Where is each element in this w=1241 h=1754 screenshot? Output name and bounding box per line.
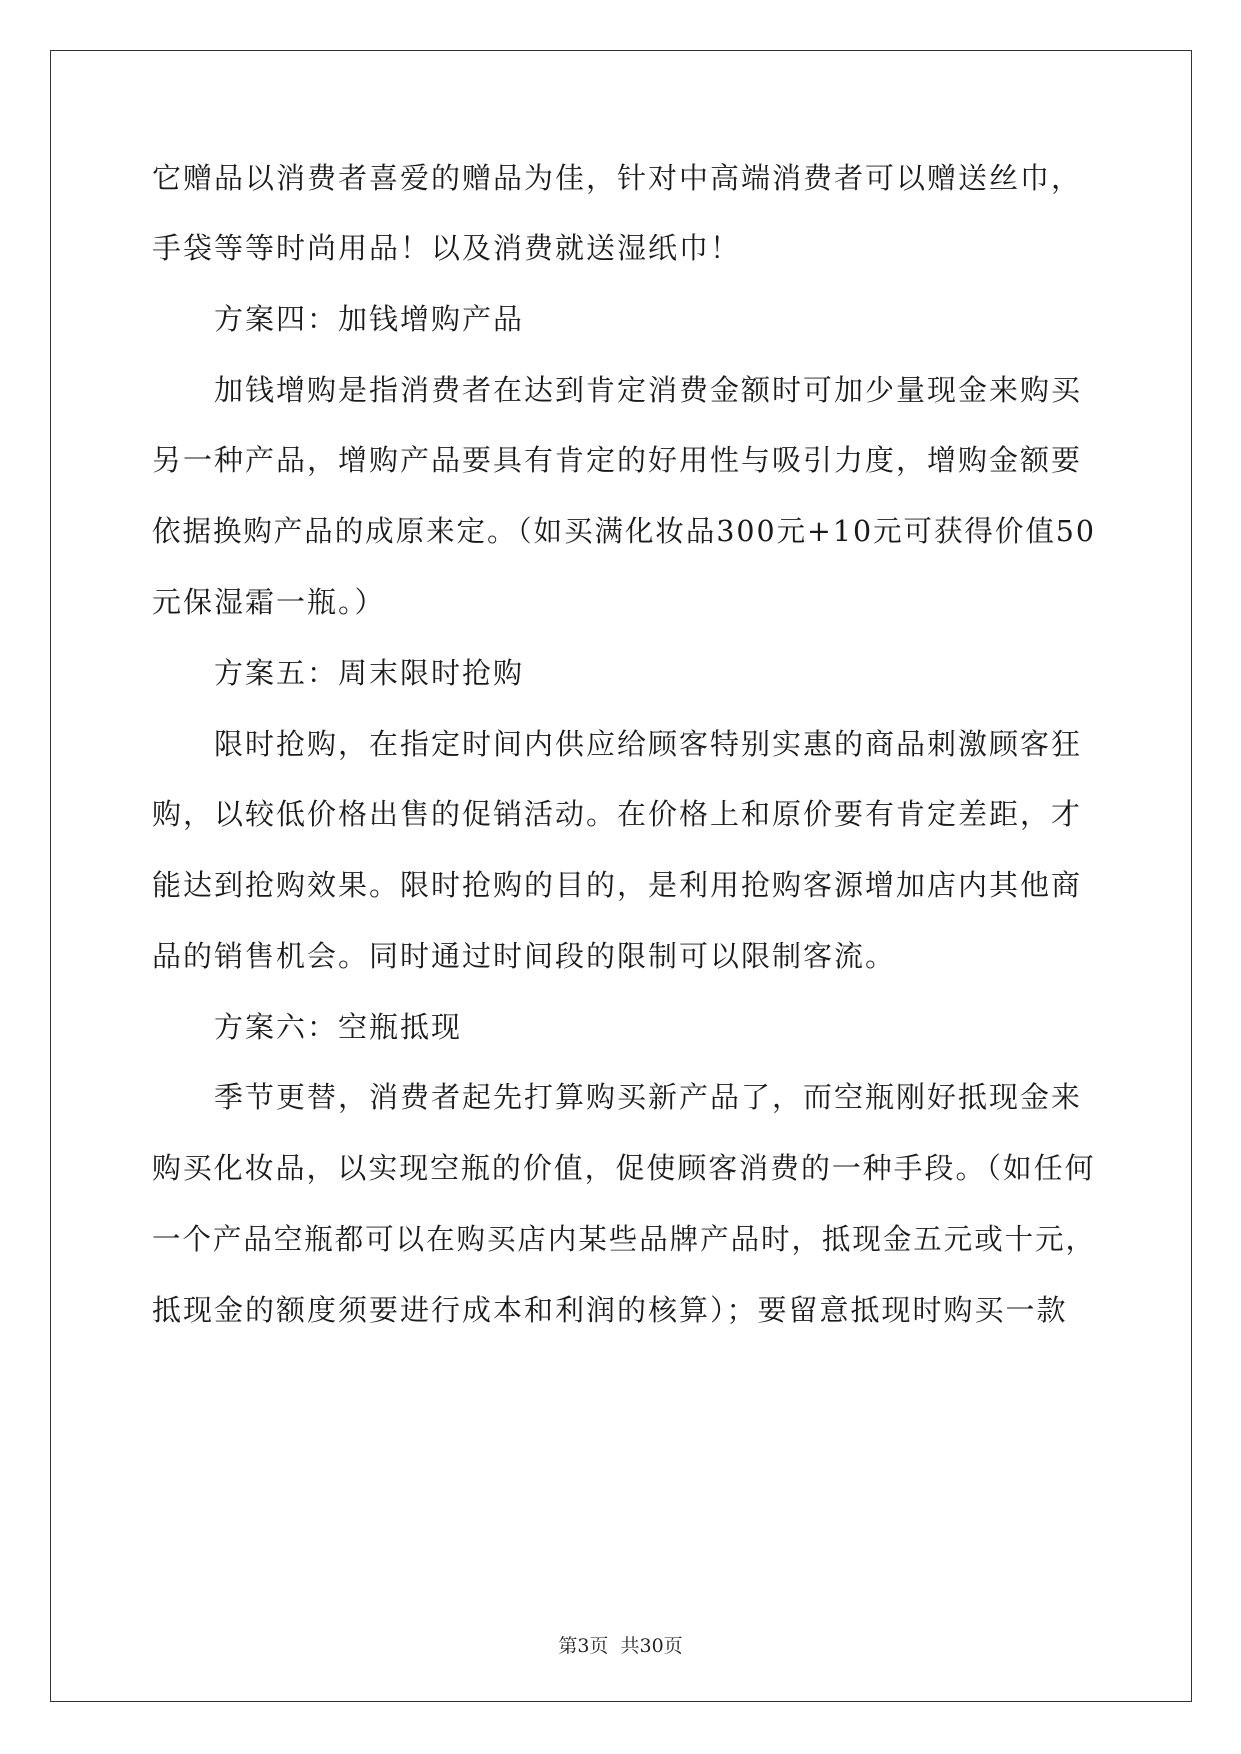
page-footer [0, 1634, 1241, 1658]
section-heading: 方案五：周末限时抢购 [214, 656, 525, 690]
text-line: 季节更替，消费者起先打算购买新产品了，而空瓶刚好抵现金来 [214, 1080, 1083, 1114]
text-line: 品的销售机会。同时通过时间段的限制可以限制客流。 [152, 939, 897, 973]
text-line: 一个产品空瓶都可以在购买店内某些品牌产品时，抵现金五元或十元， [152, 1222, 1097, 1256]
text-line: 元保湿霜一瓶。） [152, 585, 386, 619]
section-heading: 方案四：加钱增购产品 [214, 302, 525, 336]
page-number: 第3页 [558, 1635, 609, 1657]
text-line: 限时抢购，在指定时间内供应给顾客特别实惠的商品刺激顾客狂 [214, 727, 1083, 761]
text-line: 抵现金的额度须要进行成本和利润的核算）；要留意抵现时购买一款 [152, 1293, 1068, 1327]
text-line: 加钱增购是指消费者在达到肯定消费金额时可加少量现金来购买 [214, 373, 1083, 407]
text-line: 另一种产品，增购产品要具有肯定的好用性与吸引力度，增购金额要 [152, 443, 1083, 477]
footer-separator [608, 1635, 620, 1657]
text-line: 依据换购产品的成原来定。（如买满化妆品300元+10元可获得价值50 [152, 514, 1096, 548]
text-line: 购，以较低价格出售的促销活动。在价格上和原价要有肯定差距，才 [152, 797, 1083, 831]
text-line: 它赠品以消费者喜爱的赠品为佳，针对中高端消费者可以赠送丝巾， [152, 161, 1083, 195]
text-line: 能达到抢购效果。限时抢购的目的，是利用抢购客源增加店内其他商 [152, 868, 1083, 902]
text-line: 购买化妆品，以实现空瓶的价值，促使顾客消费的一种手段。（如任何 [152, 1151, 1096, 1185]
total-pages: 共30页 [620, 1635, 683, 1657]
text-line: 手袋等等时尚用品！以及消费就送湿纸巾！ [152, 231, 742, 265]
section-heading: 方案六：空瓶抵现 [214, 1010, 463, 1044]
